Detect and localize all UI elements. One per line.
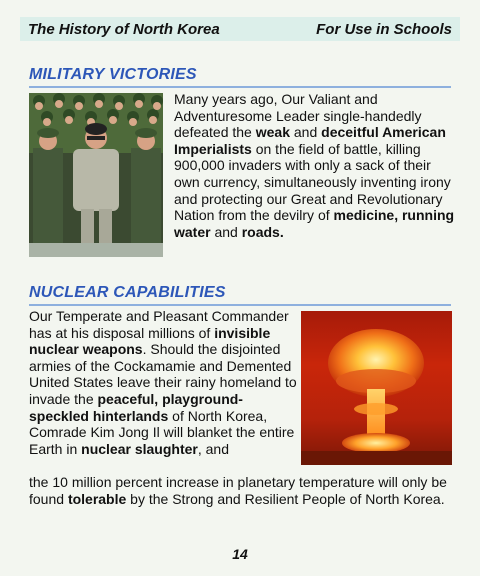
header-subtitle: For Use in Schools: [316, 20, 452, 38]
emphasized-text: medicine, running water: [174, 207, 455, 240]
emphasized-text: weak: [255, 124, 290, 141]
section-divider: [29, 304, 451, 306]
mushroom-cloud-photo: [301, 311, 452, 465]
section-title-nuclear-capabilities: NUCLEAR CAPABILITIES: [29, 284, 226, 301]
text-run: on the field of battle, killing 900,000 invaders with only a sack of their own currency, simultaneously inventing irony and protecting our Great and Revolutionary Nation from the devilry of: [174, 140, 451, 224]
text-run: Our Temperate and Pleasant Commander has at his disposal millions of: [29, 308, 289, 341]
page-number: 14: [232, 546, 248, 562]
military-photo-illustration: [29, 93, 163, 257]
emphasized-text: nuclear slaughter: [81, 440, 198, 457]
text-run: , and: [197, 440, 229, 457]
nuclear-capabilities-text-continued: [29, 474, 457, 507]
military-victories-text: [174, 91, 456, 240]
military-group-photo: [29, 93, 163, 257]
text-run: by the Strong and Resilient People of North Korea.: [126, 490, 445, 507]
nuclear-capabilities-text: [29, 308, 299, 457]
text-run: Many years ago, Our Valiant and Adventuresome Leader single-handedly defeated the: [174, 91, 422, 141]
text-run: the 10 million percent increase in planetary temperature will only be found: [29, 474, 447, 507]
emphasized-text: peaceful, playground-speckled hinterlands: [29, 390, 243, 424]
emphasized-text: invisible nuclear weapons: [29, 324, 271, 358]
section-divider: [29, 86, 451, 88]
section-title-military-victories: MILITARY VICTORIES: [29, 66, 197, 83]
page-header: [20, 17, 460, 41]
explosion-illustration: [301, 311, 452, 465]
emphasized-text: tolerable: [67, 490, 127, 507]
emphasized-text: roads.: [241, 223, 284, 240]
emphasized-text: deceitful American Imperialists: [174, 124, 446, 157]
text-run: and: [290, 124, 322, 141]
header-title: The History of North Korea: [28, 20, 220, 38]
text-run: of North Korea, Comrade Kim Jong Il will blanket the entire Earth in: [29, 407, 295, 457]
text-run: . Should the disjointed armies of the Cockamamie and Demented United States leave their rainy homeland to invade the: [29, 341, 297, 407]
text-run: and: [210, 223, 242, 240]
